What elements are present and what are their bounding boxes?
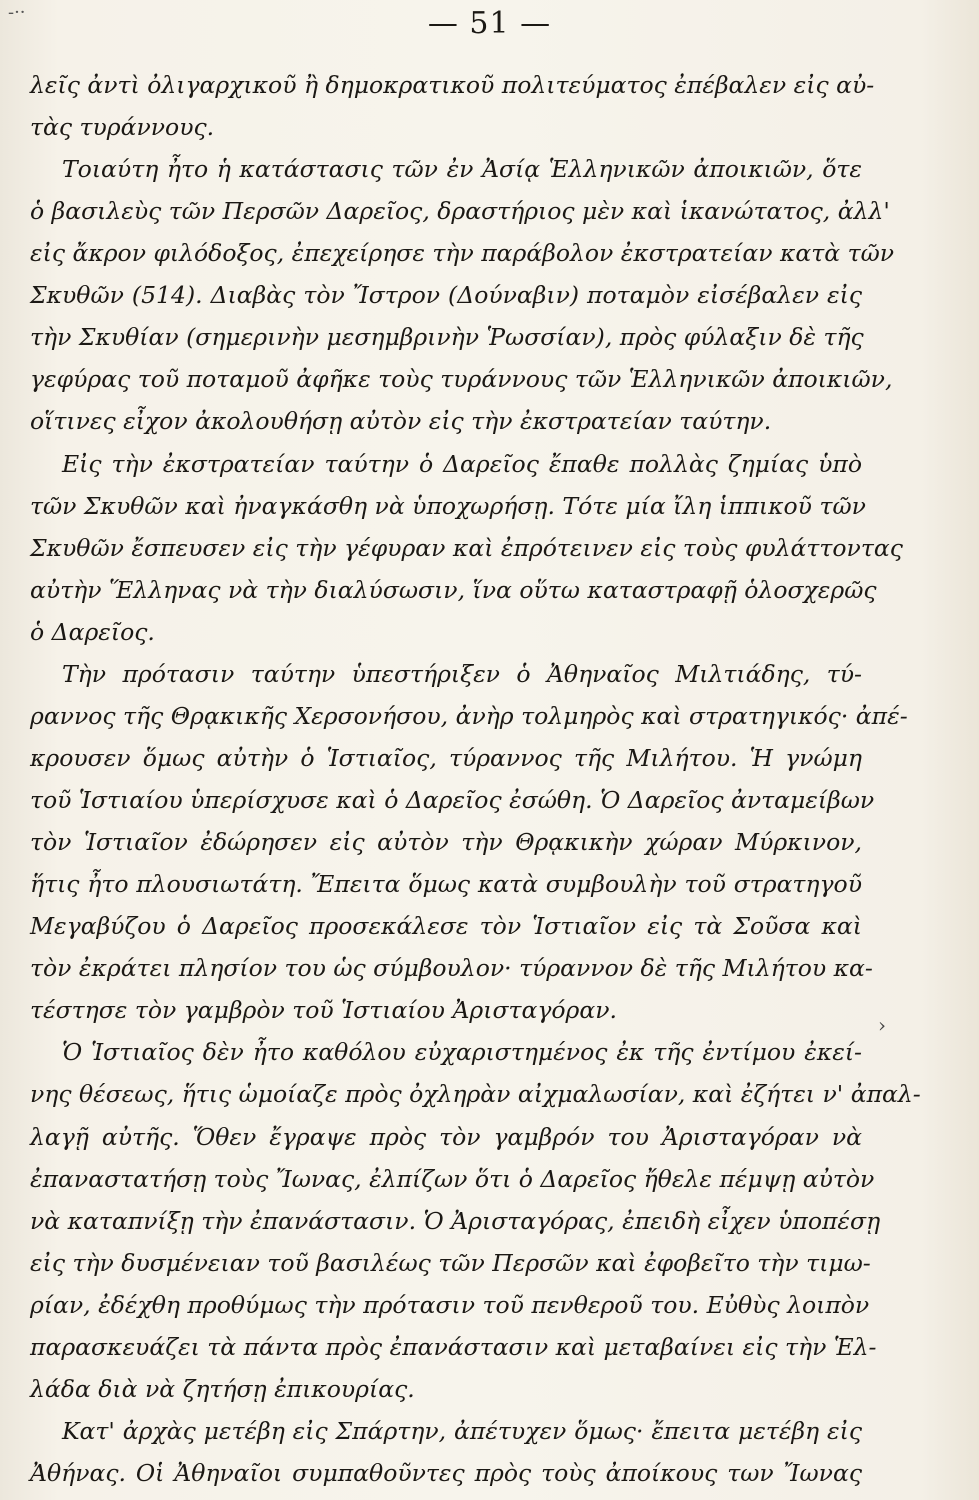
text-line: λεῖς ἀντὶ ὀλιγαρχικοῦ ἢ δημοκρατικοῦ πολιτεύματος ἐπέβαλεν εἰς αὐ- [30, 71, 875, 99]
text-line: εἰς τὴν δυσμένειαν τοῦ βασιλέως τῶν Περσῶν καὶ ἐφοβεῖτο τὴν τιμω- [30, 1249, 871, 1277]
text-line: λάδα διὰ νὰ ζητήσῃ ἐπικουρίας. [30, 1375, 415, 1403]
text-line: Σκυθῶν (514). Διαβὰς τὸν Ἴστρον (Δούναβιν) ποταμὸν εἰσέβαλεν εἰς [30, 281, 862, 309]
text-line: νὰ καταπνίξῃ τὴν ἐπανάστασιν. Ὁ Ἀρισταγόρας, ἐπειδὴ εἶχεν ὑποπέσῃ [30, 1207, 881, 1235]
text-line: ἐπαναστατήσῃ τοὺς Ἴωνας, ἐλπίζων ὅτι ὁ Δαρεῖος ἤθελε πέμψῃ αὐτὸν [30, 1165, 875, 1193]
corner-mark: -·· [8, 2, 26, 23]
text-line: παρασκευάζει τὰ πάντα πρὸς ἐπανάστασιν καὶ μεταβαίνει εἰς τὴν Ἑλ- [30, 1333, 877, 1361]
text-line: Εἰς τὴν ἐκστρατείαν ταύτην ὁ Δαρεῖος ἔπαθε πολλὰς ζημίας ὑπὸ [62, 450, 862, 478]
text-line: κρουσεν ὅμως αὐτὴν ὁ Ἱστιαῖος, τύραννος τῆς Μιλήτου. Ἡ γνώμη [30, 744, 862, 772]
margin-mark: › [878, 1013, 886, 1037]
text-line: Ἀθήνας. Οἱ Ἀθηναῖοι συμπαθοῦντες πρὸς τοὺς ἀποίκους των Ἴωνας [30, 1459, 862, 1487]
text-line: Μεγαβύζου ὁ Δαρεῖος προσεκάλεσε τὸν Ἱστιαῖον εἰς τὰ Σοῦσα καὶ [30, 912, 862, 940]
text-line: Τὴν πρότασιν ταύτην ὑπεστήριξεν ὁ Ἀθηναῖος Μιλτιάδης, τύ- [62, 660, 862, 688]
page-number: — 51 — [427, 6, 552, 41]
text-line: Κατ' ἀρχὰς μετέβη εἰς Σπάρτην, ἀπέτυχεν ὅμως· ἔπειτα μετέβη εἰς [62, 1417, 862, 1445]
text-line: Ὁ Ἱστιαῖος δὲν ἦτο καθόλου εὐχαριστημένος ἐκ τῆς ἐντίμου ἐκεί- [62, 1038, 862, 1066]
text-line: οἵτινες εἶχον ἀκολουθήσῃ αὐτὸν εἰς τὴν ἐκστρατείαν ταύτην. [30, 407, 772, 435]
text-line: τὰς τυράννους. [30, 113, 215, 141]
text-line: λαγῇ αὐτῆς. Ὅθεν ἔγραψε πρὸς τὸν γαμβρόν του Ἀρισταγόραν νὰ [30, 1123, 862, 1151]
text-line: αὐτὴν Ἕλληνας νὰ τὴν διαλύσωσιν, ἵνα οὕτω καταστραφῇ ὁλοσχερῶς [30, 576, 877, 604]
text-line: ραννος τῆς Θρᾳκικῆς Χερσονήσου, ἀνὴρ τολμηρὸς καὶ στρατηγικός· ἀπέ- [30, 702, 908, 730]
text-line: ρίαν, ἐδέχθη προθύμως τὴν πρότασιν τοῦ πενθεροῦ του. Εὐθὺς λοιπὸν [30, 1291, 870, 1319]
text-line: τοῦ Ἱστιαίου ὑπερίσχυσε καὶ ὁ Δαρεῖος ἐσώθη. Ὁ Δαρεῖος ἀνταμείβων [30, 786, 875, 814]
text-line: ἥτις ἦτο πλουσιωτάτη. Ἔπειτα ὅμως κατὰ συμβουλὴν τοῦ στρατηγοῦ [30, 870, 862, 898]
text-line: εἰς ἄκρον φιλόδοξος, ἐπεχείρησε τὴν παράβολον ἐκστρατείαν κατὰ τῶν [30, 239, 895, 267]
text-line: τὸν ἐκράτει πλησίον του ὡς σύμβουλον· τύραννον δὲ τῆς Μιλήτου κα- [30, 954, 873, 982]
text-line: τὸν Ἱστιαῖον ἐδώρησεν εἰς αὐτὸν τὴν Θρᾳκικὴν χώραν Μύρκινον, [30, 828, 862, 856]
text-line: τῶν Σκυθῶν καὶ ἠναγκάσθη νὰ ὑποχωρήσῃ. Τότε μία ἴλη ἱππικοῦ τῶν [30, 492, 866, 520]
text-line: Τοιαύτη ἦτο ἡ κατάστασις τῶν ἐν Ἀσίᾳ Ἑλληνικῶν ἀποικιῶν, ὅτε [62, 155, 862, 183]
text-line: τὴν Σκυθίαν (σημερινὴν μεσημβρινὴν Ῥωσσίαν), πρὸς φύλαξιν δὲ τῆς [30, 323, 864, 351]
text-line: τέστησε τὸν γαμβρὸν τοῦ Ἱστιαίου Ἀρισταγόραν. [30, 996, 617, 1024]
text-line: γεφύρας τοῦ ποταμοῦ ἀφῆκε τοὺς τυράννους τῶν Ἑλληνικῶν ἀποικιῶν, [30, 365, 893, 393]
text-line: ὁ βασιλεὺς τῶν Περσῶν Δαρεῖος, δραστήριος μὲν καὶ ἱκανώτατος, ἀλλ' [30, 197, 890, 225]
text-line: Σκυθῶν ἔσπευσεν εἰς τὴν γέφυραν καὶ ἐπρότεινεν εἰς τοὺς φυλάττοντας [30, 534, 903, 562]
text-line: νης θέσεως, ἥτις ὡμοίαζε πρὸς ὀχληρὰν αἰχμαλωσίαν, καὶ ἐζήτει ν' ἀπαλ- [30, 1080, 921, 1108]
text-line: ὁ Δαρεῖος. [30, 618, 155, 646]
